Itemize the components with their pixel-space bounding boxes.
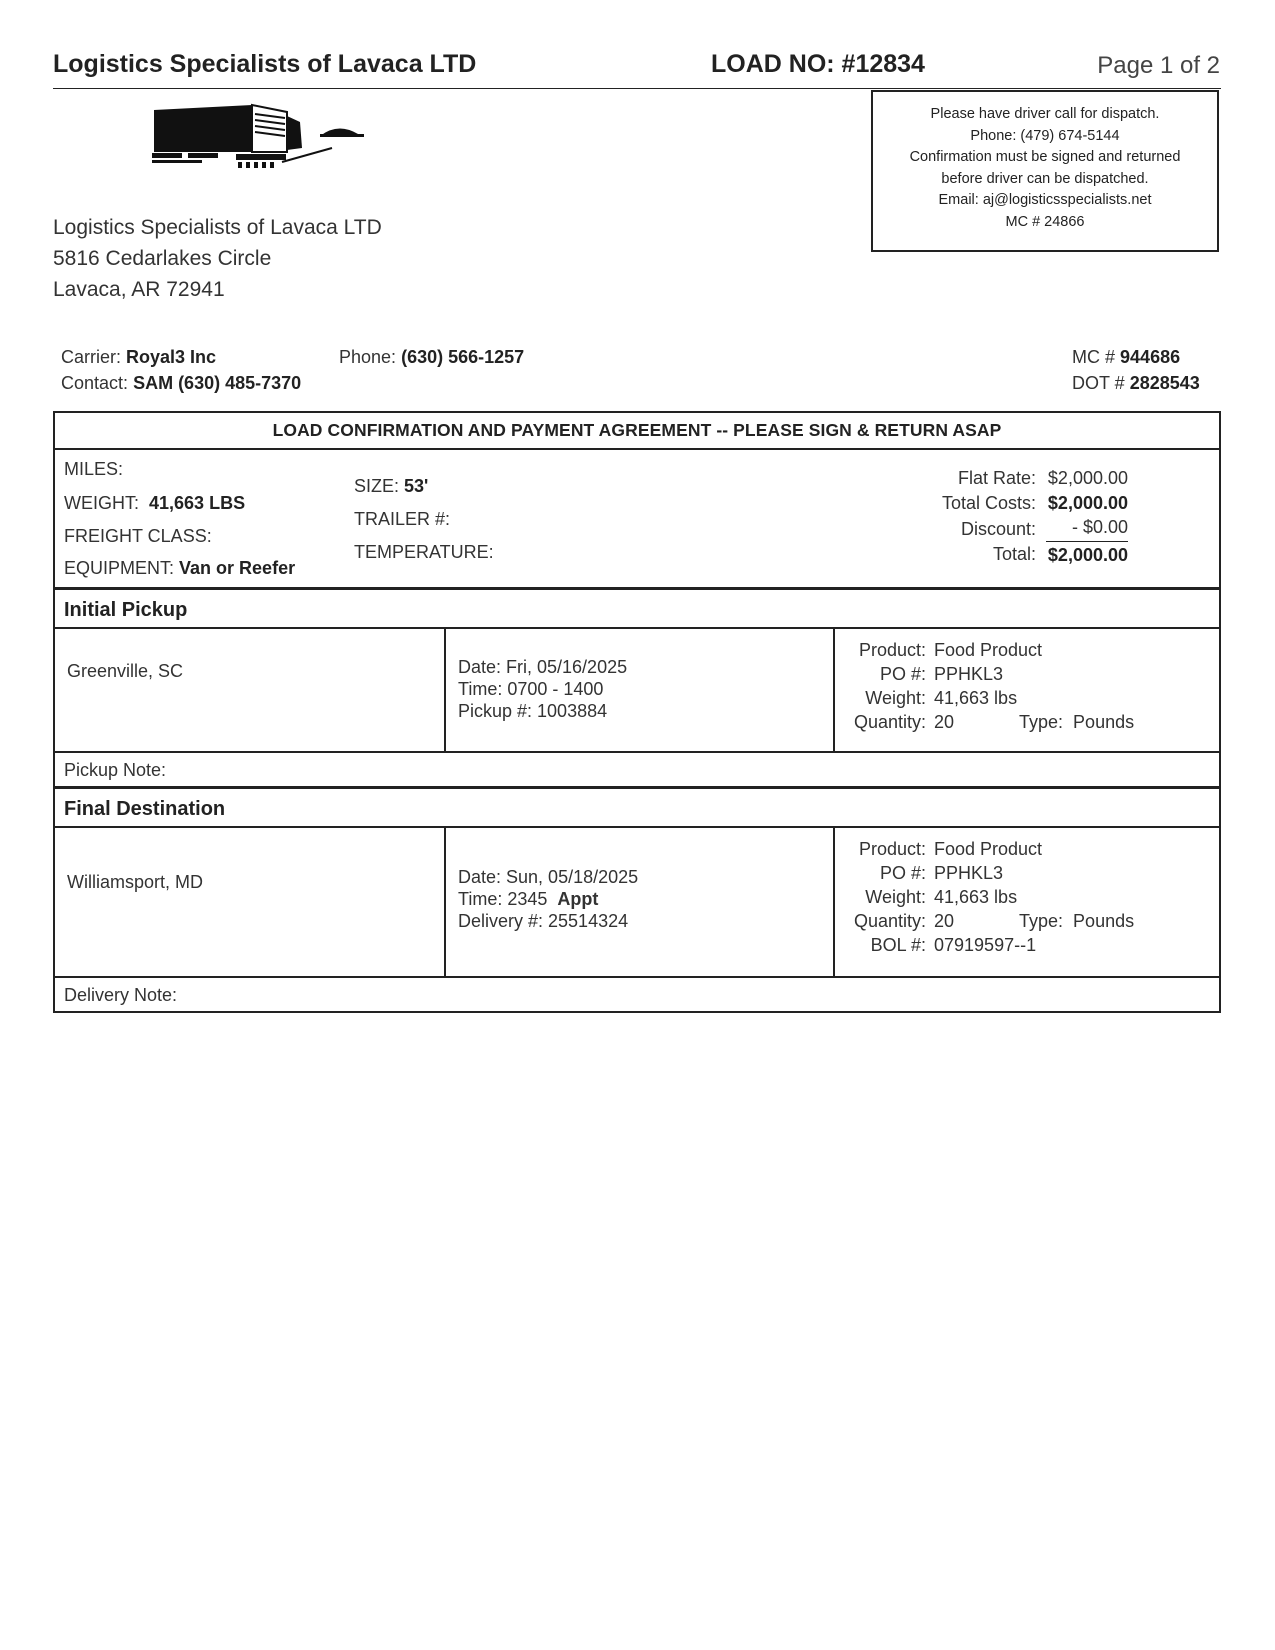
delivery-number: Delivery #: 25514324: [458, 911, 629, 931]
truck-logo-icon: [152, 100, 392, 180]
equipment-label: EQUIPMENT:: [64, 558, 175, 578]
flat-rate-value: $2,000.00: [1047, 468, 1128, 488]
carrier-phone-label: Phone:: [339, 347, 397, 367]
size-label: SIZE:: [354, 476, 400, 496]
weight-value: 41,663 LBS: [149, 493, 246, 513]
carrier-mc-label: MC #: [1072, 347, 1116, 367]
type-field: [1019, 712, 1134, 733]
carrier-dot-label: DOT #: [1072, 373, 1125, 393]
quantity-value: 20: [934, 712, 955, 732]
delivery-product-cell: [833, 828, 1219, 976]
type-field: [1019, 911, 1134, 932]
carrier-mc-field: [1072, 347, 1180, 368]
address-city: Lavaca, AR 72941: [53, 278, 225, 301]
bol-label: BOL #:: [870, 935, 926, 955]
destination-section-title: Final Destination: [55, 786, 1219, 826]
contact-label: Contact:: [61, 373, 129, 393]
dispatch-mc-number: MC # 24866: [1005, 213, 1085, 230]
total-costs-value: $2,000.00: [1047, 493, 1128, 513]
type-value: Pounds: [1073, 712, 1135, 732]
pickup-note: Pickup Note:: [55, 751, 1219, 786]
dispatch-phone: Phone: (479) 674-5144: [970, 127, 1120, 144]
pickup-section-title: Initial Pickup: [55, 587, 1219, 627]
agreement-title: LOAD CONFIRMATION AND PAYMENT AGREEMENT -- PLEASE SIGN & RETURN ASAP: [272, 420, 1002, 440]
product-label: Product:: [858, 640, 926, 660]
temperature-label: TEMPERATURE:: [354, 542, 494, 562]
delivery-time-line: [458, 888, 638, 910]
pickup-date: Date: Fri, 05/16/2025: [458, 657, 628, 677]
product-label: Product:: [858, 839, 926, 859]
pickup-schedule-cell: [444, 629, 833, 751]
company-address: [53, 212, 382, 305]
pickup-product-cell: [833, 629, 1219, 751]
carrier-phone-field: [339, 347, 524, 368]
carrier-mc-value: 944686: [1120, 347, 1181, 367]
delivery-schedule: [458, 866, 638, 932]
page-indicator: Page 1 of 2: [1097, 52, 1220, 79]
delivery-stop: [55, 826, 1219, 976]
freight-details: [55, 448, 1219, 587]
weight-label: Weight:: [865, 887, 926, 907]
type-label: Type:: [1019, 911, 1064, 931]
type-label: Type:: [1019, 712, 1064, 732]
company-title: Logistics Specialists of Lavaca LTD: [53, 50, 477, 78]
carrier-field: [61, 347, 216, 368]
delivery-date: Date: Sun, 05/18/2025: [458, 867, 639, 887]
trailer-label: TRAILER #:: [354, 509, 451, 529]
pickup-location-cell: [55, 629, 444, 751]
contact-field: [61, 373, 301, 394]
pickup-stop: [55, 627, 1219, 751]
flat-rate-label: Flat Rate:: [957, 468, 1036, 488]
pickup-time: Time: 0700 - 1400: [458, 679, 604, 699]
address-name: Logistics Specialists of Lavaca LTD: [53, 216, 382, 239]
appointment-flag: Appt: [557, 889, 599, 909]
pickup-location: Greenville, SC: [67, 661, 184, 681]
delivery-schedule-cell: [444, 828, 833, 976]
subtotal-divider: [1046, 541, 1128, 542]
dispatch-line: before driver can be dispatched.: [941, 170, 1149, 187]
delivery-time: Time: 2345: [458, 889, 548, 909]
total-label: Total:: [992, 544, 1036, 564]
load-confirmation-table: [53, 411, 1221, 1013]
product-value: Food Product: [934, 839, 1043, 859]
po-value: PPHKL3: [934, 664, 1004, 684]
discount-value: - $0.00: [1071, 517, 1128, 537]
carrier-phone-value: (630) 566-1257: [401, 347, 525, 367]
discount-label: Discount:: [960, 519, 1036, 539]
carrier-value: Royal3 Inc: [126, 347, 217, 367]
header-divider: [53, 88, 1221, 89]
carrier-dot-field: [1072, 373, 1200, 394]
weight-value: 41,663 lbs: [934, 887, 1018, 907]
contact-value: SAM (630) 485-7370: [133, 373, 302, 393]
weight-value: 41,663 lbs: [934, 688, 1018, 708]
quantity-label: Quantity:: [853, 911, 926, 931]
equipment-field: [64, 558, 295, 579]
equipment-value: Van or Reefer: [179, 558, 296, 578]
total-value: $2,000.00: [1047, 545, 1128, 565]
delivery-note: Delivery Note:: [55, 976, 1219, 1011]
freight-class-label: FREIGHT CLASS:: [64, 526, 212, 546]
quantity-value: 20: [934, 911, 955, 931]
delivery-location: Williamsport, MD: [67, 872, 204, 892]
carrier-dot-value: 2828543: [1129, 373, 1200, 393]
po-value: PPHKL3: [934, 863, 1004, 883]
bol-value: 07919597--1: [934, 935, 1037, 955]
size-value: 53': [404, 476, 429, 496]
address-street: 5816 Cedarlakes Circle: [53, 247, 272, 270]
product-value: Food Product: [934, 640, 1043, 660]
pickup-number: Pickup #: 1003884: [458, 701, 608, 721]
dispatch-line: Please have driver call for dispatch.: [930, 106, 1160, 122]
size-field: [354, 476, 428, 497]
dispatch-line: Confirmation must be signed and returned: [909, 149, 1181, 165]
weight-label: WEIGHT:: [64, 493, 139, 513]
weight-field: [64, 493, 245, 514]
dispatch-email: Email: aj@logisticsspecialists.net: [938, 192, 1152, 208]
dispatch-instructions-box: [871, 90, 1219, 252]
type-value: Pounds: [1073, 911, 1135, 931]
miles-label: MILES:: [64, 459, 124, 479]
total-costs-label: Total Costs:: [941, 493, 1036, 513]
po-label: PO #:: [879, 863, 926, 883]
carrier-label: Carrier:: [61, 347, 122, 367]
weight-label: Weight:: [865, 688, 926, 708]
load-number: LOAD NO: #12834: [711, 50, 925, 78]
delivery-location-cell: [55, 828, 444, 976]
po-label: PO #:: [879, 664, 926, 684]
quantity-label: Quantity:: [853, 712, 926, 732]
pickup-schedule: [458, 656, 627, 722]
